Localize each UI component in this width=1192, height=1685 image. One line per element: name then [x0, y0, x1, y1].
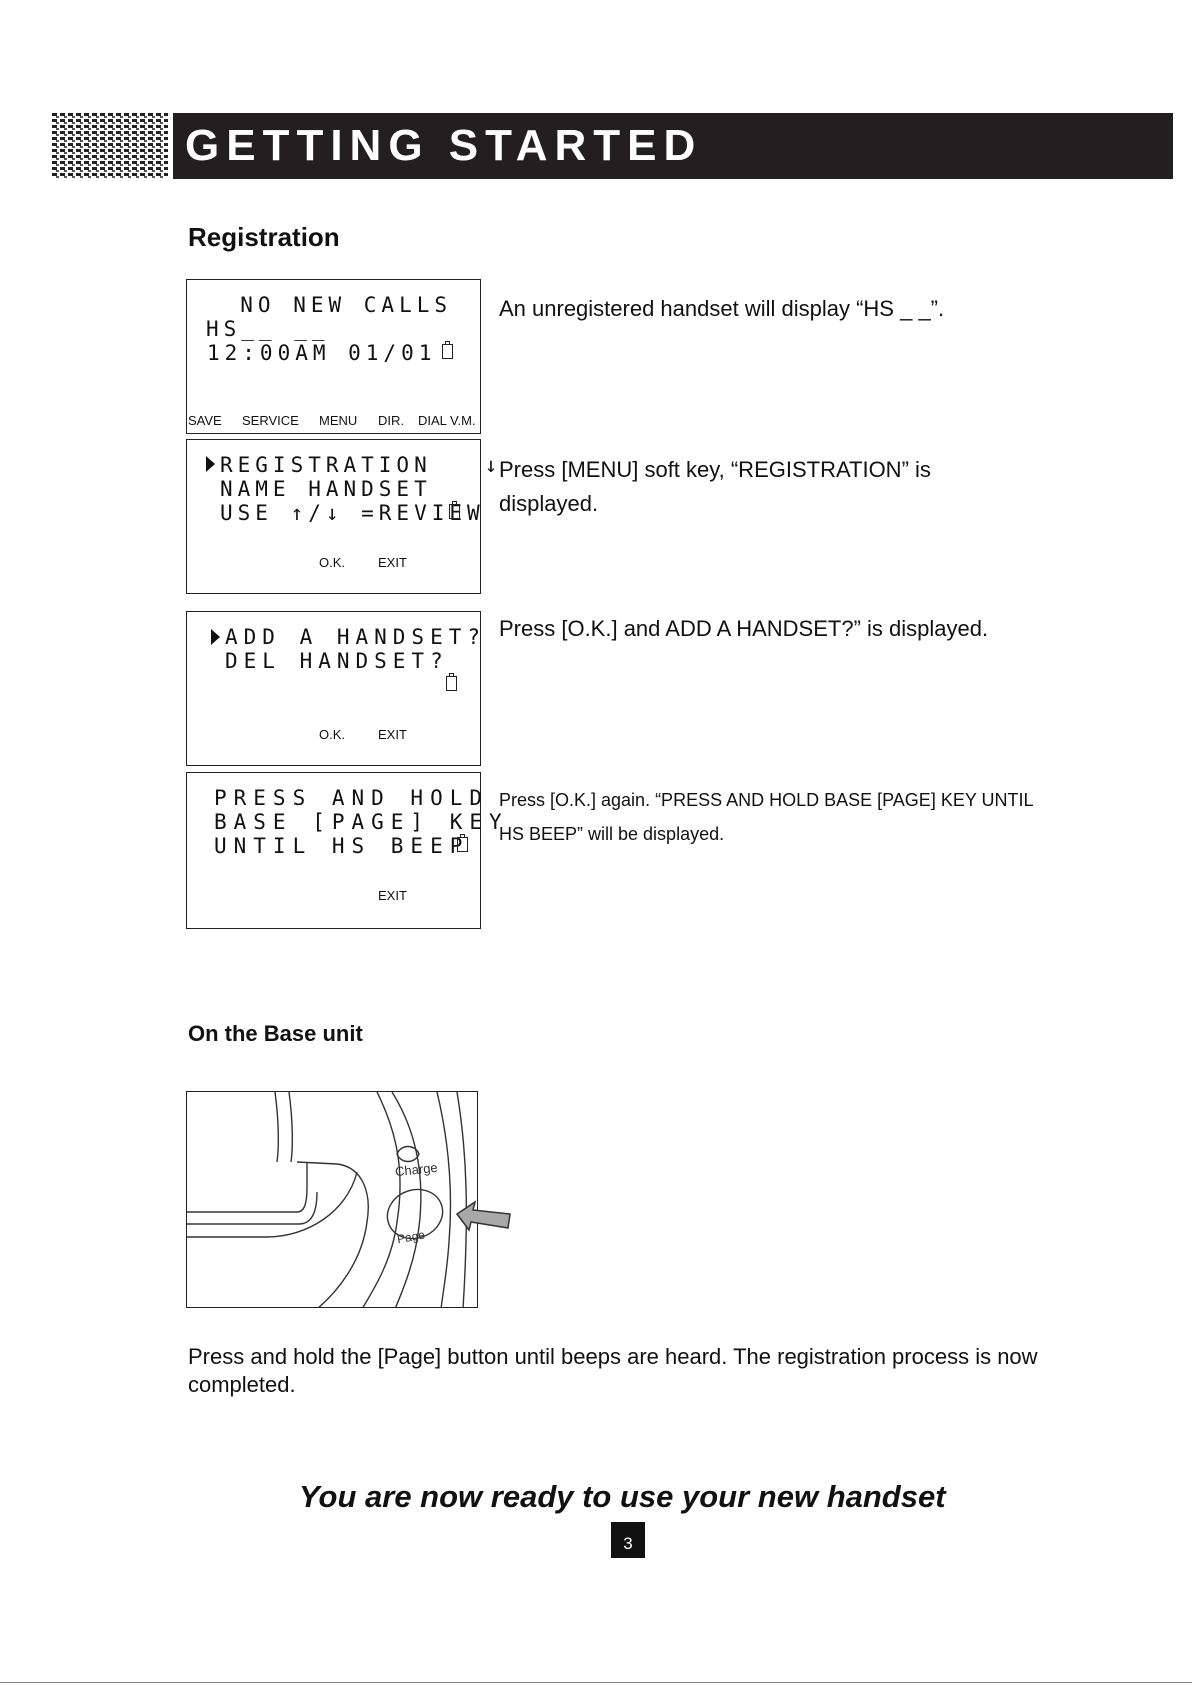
battery-icon [449, 504, 460, 519]
cursor-triangle-icon [206, 456, 215, 472]
lcd-line: ADD A HANDSET? [225, 625, 487, 649]
softkey-menu: MENU [319, 413, 358, 428]
base-unit-illustration [186, 1091, 478, 1308]
charge-label: Charge [394, 1159, 439, 1180]
softkey-service: SERVICE [242, 413, 299, 428]
header-pattern [52, 113, 168, 179]
lcd-screen-1 [186, 279, 481, 434]
lcd-line: NO NEW CALLS [205, 293, 453, 317]
lcd-line: DEL HANDSET? [225, 649, 449, 673]
base-section-title: On the Base unit [188, 1021, 363, 1046]
softkey-exit: EXIT [378, 727, 407, 742]
lcd-line: NAME HANDSET [220, 477, 432, 501]
softkey-ok: O.K. [319, 727, 346, 742]
page-title: GETTING STARTED [185, 121, 703, 170]
battery-icon [442, 344, 453, 359]
lcd-line: HS__ __ [206, 317, 330, 341]
cursor-triangle-icon [211, 629, 220, 645]
lcd-line: REGISTRATION ↓ [220, 453, 503, 477]
softkey-ok: O.K. [319, 555, 346, 570]
lcd-screen-4 [186, 772, 509, 929]
screen-2-description: Press [MENU] soft key, “REGISTRATION” is displayed. [499, 457, 931, 516]
lcd-line: PRESS AND HOLD [214, 786, 490, 810]
lcd-line: BASE [PAGE] KEY [214, 810, 509, 834]
softkey-dir: DIR. [378, 413, 404, 428]
lcd-screen-2 [186, 439, 503, 594]
page-number: 3 [611, 1522, 645, 1558]
screen-4-description: Press [O.K.] again. “PRESS AND HOLD BASE [PAGE] KEY UNTIL HS BEEP” will be displayed. [499, 790, 1033, 844]
pattern-icon [52, 113, 168, 179]
closing-line: You are now ready to use your new handset [299, 1479, 946, 1514]
arrow-icon [455, 1200, 513, 1237]
lcd-line: 12:00AM 01/01 [207, 341, 437, 365]
lcd-screen-3 [186, 611, 487, 766]
softkey-save: SAVE [188, 413, 222, 428]
softkey-dial-vm: DIAL V.M. [418, 413, 476, 428]
softkey-exit: EXIT [378, 555, 407, 570]
page-label: Page [395, 1227, 427, 1247]
lcd-line: USE ↑/↓ =REVIEW [220, 501, 485, 525]
bottom-divider [0, 1682, 1192, 1683]
section-title: Registration [188, 222, 340, 252]
softkey-exit: EXIT [378, 888, 407, 903]
lcd-line: UNTIL HS BEEP [214, 834, 470, 858]
battery-icon [446, 676, 457, 691]
battery-icon [457, 837, 468, 852]
screen-3-description: Press [O.K.] and ADD A HANDSET?” is displayed. [499, 616, 989, 641]
screen-1-description: An unregistered handset will display “HS _ _”. [499, 296, 945, 321]
instruction-text: Press and hold the [Page] button until beeps are heard. The registration process is now completed. [188, 1344, 1038, 1397]
